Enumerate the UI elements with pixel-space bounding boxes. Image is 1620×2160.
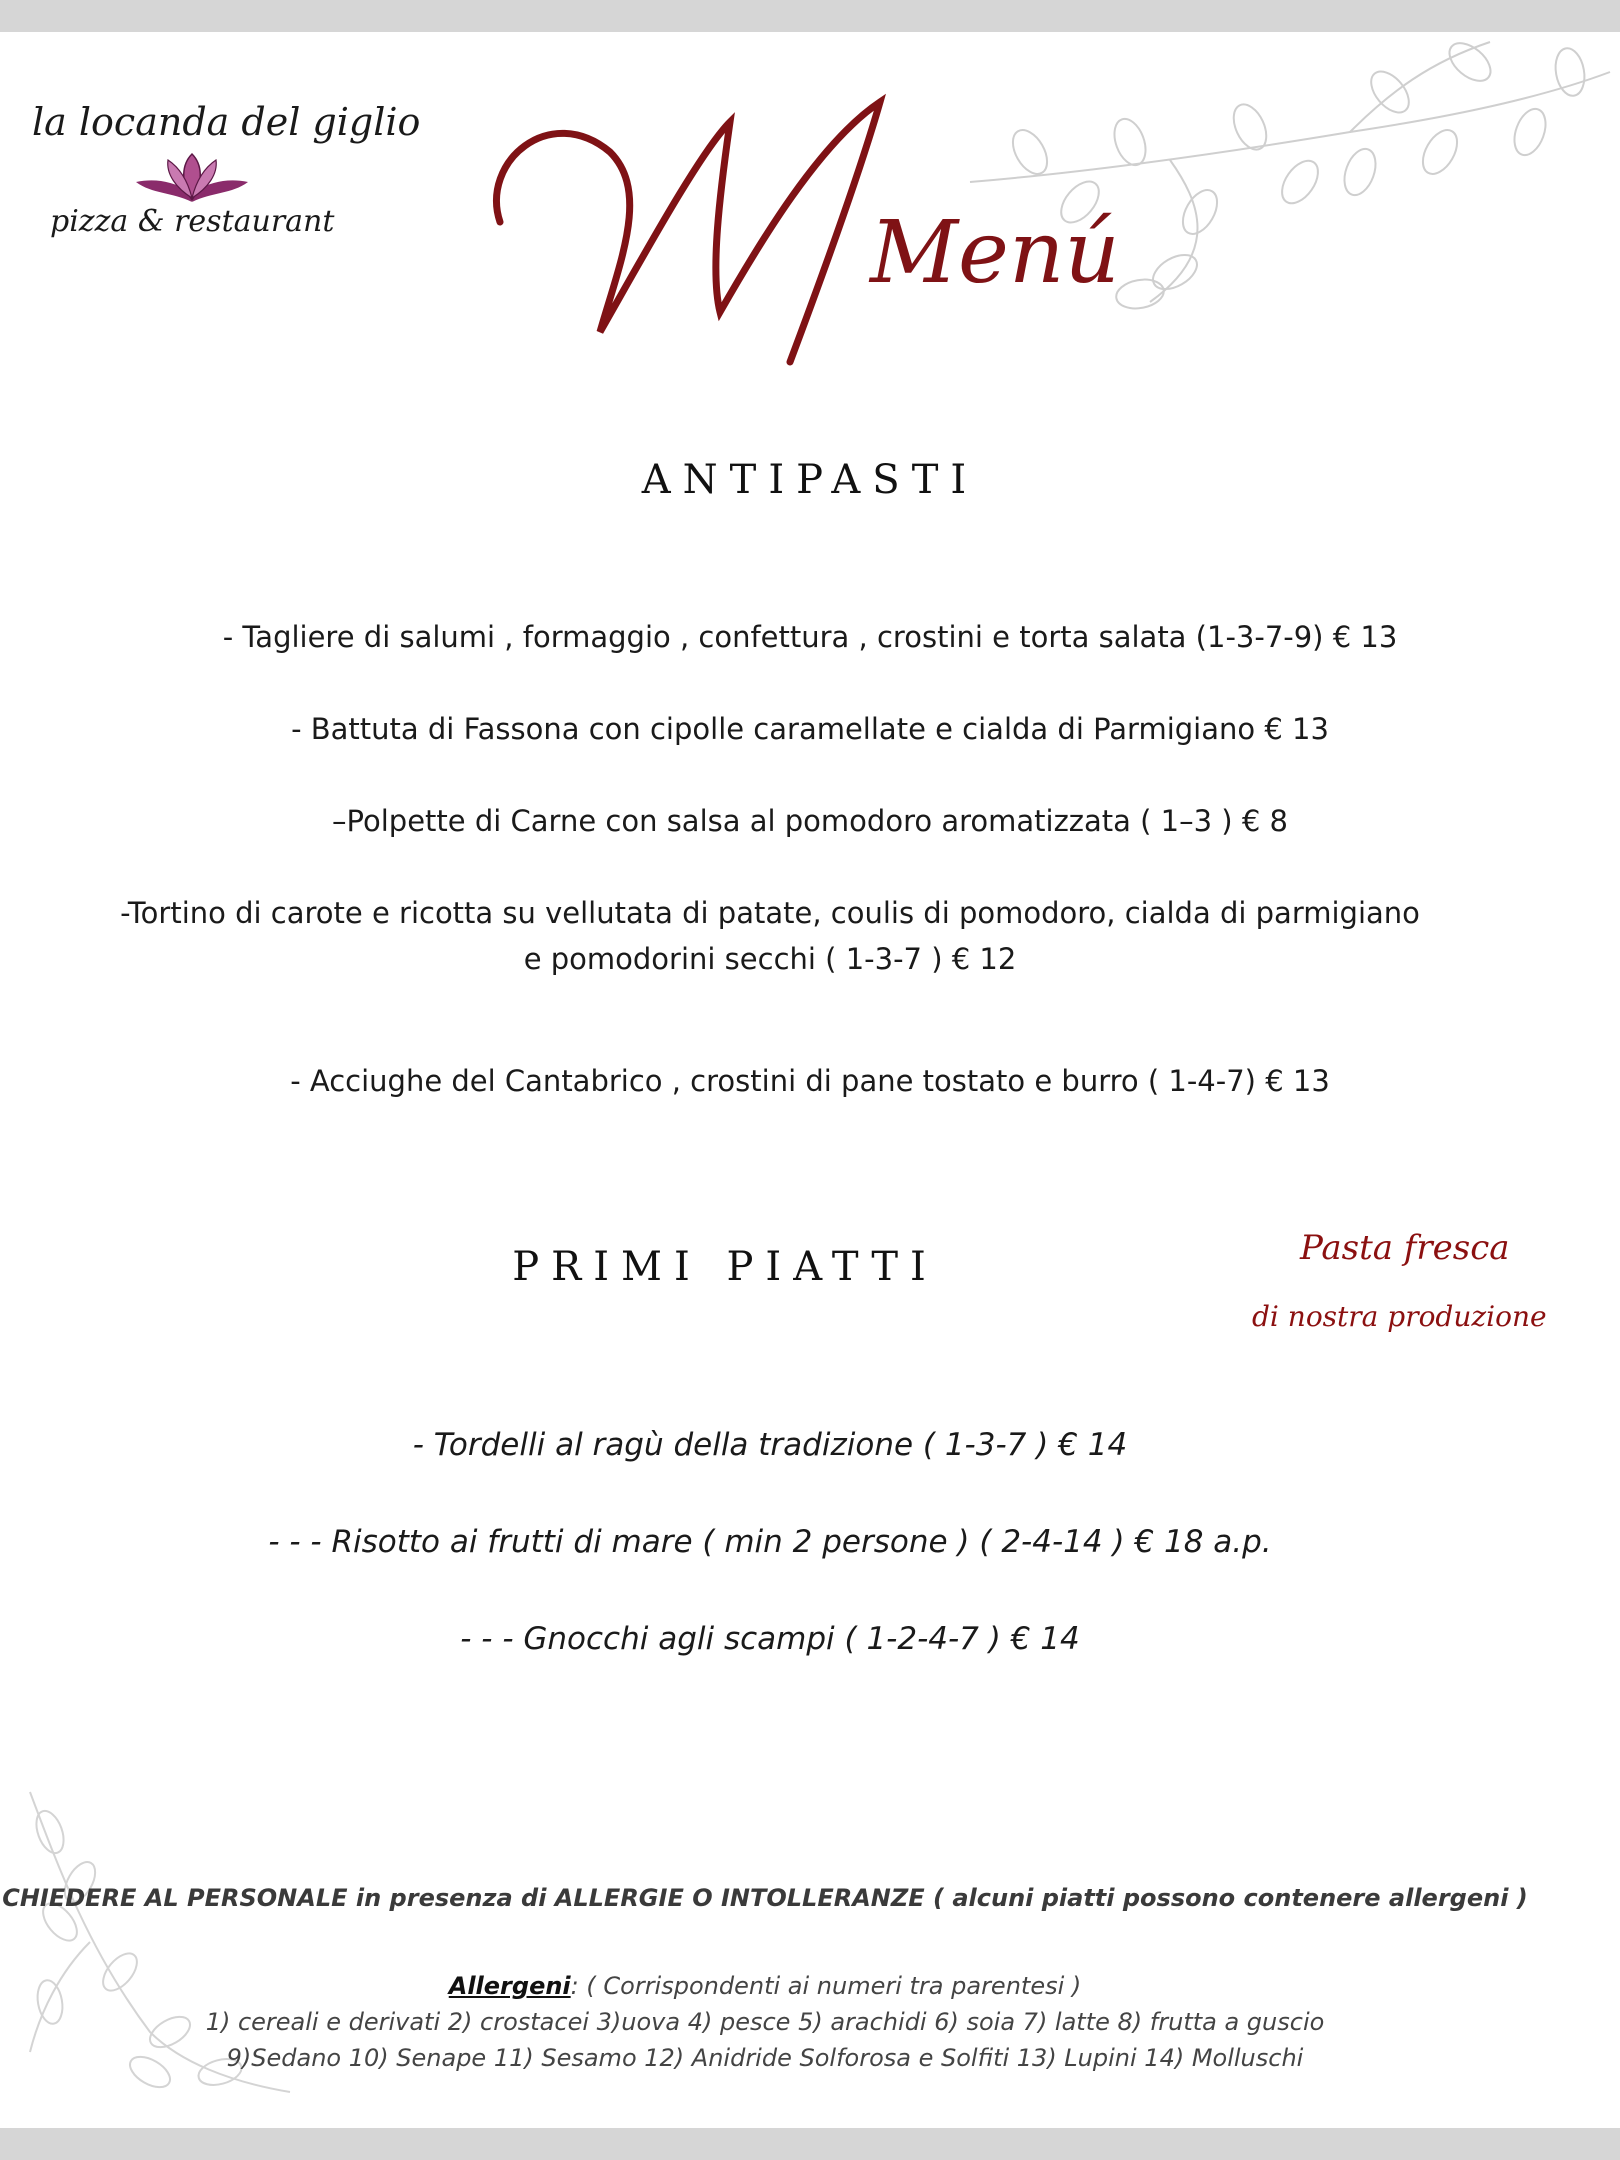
menu-title xyxy=(470,62,1120,372)
allergen-intro-line xyxy=(0,1968,1575,2004)
menu-page xyxy=(0,32,1620,2128)
menu-title-text: Menú xyxy=(870,203,1120,303)
logo-name-top: la locanda del giglio xyxy=(32,100,421,144)
antipasto-item: - Acciughe del Cantabrico , crostini di pane tostato e burro ( 1-4-7) € 13 xyxy=(290,1064,1330,1098)
antipasto-item: - Tagliere di salumi , formaggio , confettura , crostini e torta salata (1-3-7-9) € 13 xyxy=(222,620,1398,654)
antipasto-item: - Battuta di Fassona con cipolle caramellate e cialda di Parmigiano € 13 xyxy=(291,712,1329,746)
antipasti-heading: ANTIPASTI xyxy=(641,457,979,503)
primo-item: - - - Gnocchi agli scampi ( 1-2-4-7 ) € 14 xyxy=(460,1621,1080,1657)
primo-item: - - - Risotto ai frutti di mare ( min 2 persone ) ( 2-4-14 ) € 18 a.p. xyxy=(268,1524,1272,1560)
antipasto-item: -Tortino di carote e ricotta su vellutata di patate, coulis di pomodoro, cialda di parmigiano xyxy=(120,896,1420,930)
primo-item: - Tordelli al ragù della tradizione ( 1-3-7 ) € 14 xyxy=(412,1427,1128,1463)
restaurant-logo xyxy=(22,80,421,256)
logo-name-bottom: pizza & restaurant xyxy=(50,204,335,239)
allergen-label: Allergeni xyxy=(448,1972,571,2000)
allergen-intro: : ( Corrispondenti ai numeri tra parentesi ) xyxy=(570,1972,1082,2000)
allergy-warning: CHIEDERE AL PERSONALE in presenza di ALLERGIE O INTOLLERANZE ( alcuni piatti possono contenere allergeni ) xyxy=(2,1884,1528,1912)
allergen-list-line: 1) cereali e derivati 2) crostacei 3)uova 4) pesce 5) arachidi 6) soia 7) latte 8) frutta a guscio xyxy=(205,2008,1325,2036)
produzione-note: di nostra produzione xyxy=(1252,1300,1547,1333)
pasta-fresca-note: Pasta fresca xyxy=(1300,1228,1510,1268)
lily-icon xyxy=(132,152,252,208)
allergen-list-line: 9)Sedano 10) Senape 11) Sesamo 12) Anidride Solforosa e Solfiti 13) Lupini 14) Molluschi xyxy=(226,2044,1304,2072)
antipasto-item: –Polpette di Carne con salsa al pomodoro aromatizzata ( 1–3 ) € 8 xyxy=(332,804,1288,838)
antipasto-item-continuation: e pomodorini secchi ( 1-3-7 ) € 12 xyxy=(523,942,1017,976)
primi-heading: PRIMI PIATTI xyxy=(512,1244,938,1290)
